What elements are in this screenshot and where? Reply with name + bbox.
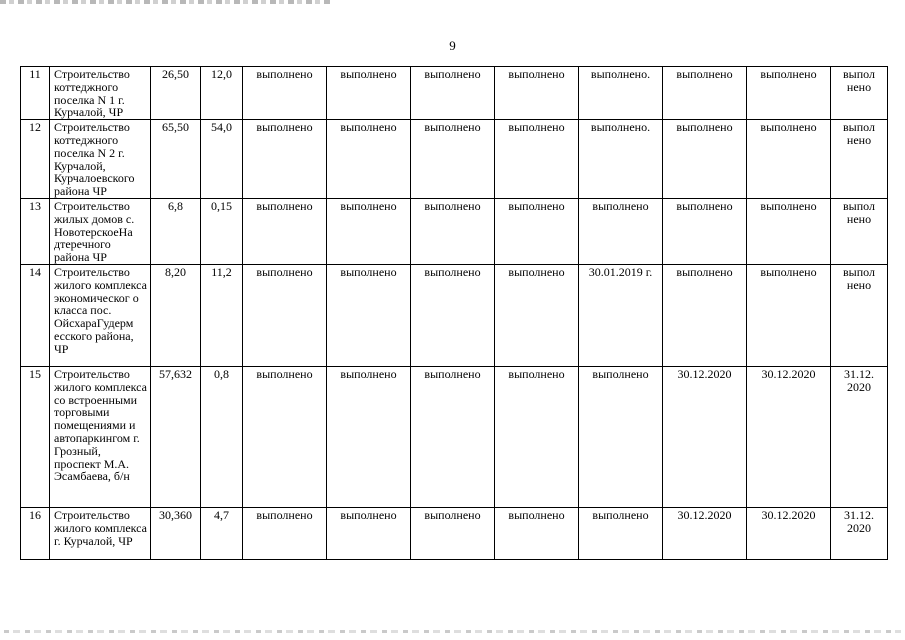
- value-1: 65,50: [151, 120, 201, 199]
- status-cell: выполнено: [579, 366, 663, 507]
- status-cell: выполнено: [243, 507, 327, 559]
- status-cell: выпол нено: [831, 264, 888, 366]
- status-cell: выполнено: [327, 366, 411, 507]
- status-cell: выполнено: [495, 198, 579, 264]
- status-cell: выполнено: [327, 67, 411, 120]
- status-cell: выполнено: [243, 67, 327, 120]
- status-cell: выпол нено: [831, 67, 888, 120]
- row-number: 16: [21, 507, 50, 559]
- status-cell: 30.12.2020: [663, 366, 747, 507]
- status-cell: выполнено: [495, 366, 579, 507]
- status-cell: 30.01.2019 г.: [579, 264, 663, 366]
- status-cell: выполнено: [411, 198, 495, 264]
- row-number: 14: [21, 264, 50, 366]
- table-body: [21, 67, 888, 560]
- status-cell: выполнено: [327, 198, 411, 264]
- table-row: [21, 67, 888, 120]
- status-cell: 30.12.2020: [747, 507, 831, 559]
- value-2: 54,0: [201, 120, 243, 199]
- status-cell: выполнено: [411, 67, 495, 120]
- value-2: 12,0: [201, 67, 243, 120]
- status-cell: выпол нено: [831, 120, 888, 199]
- status-cell: выполнено: [663, 67, 747, 120]
- object-name: Строительство коттеджного поселка N 1 г. Курчалой, ЧР: [50, 67, 151, 120]
- status-cell: выполнено: [411, 366, 495, 507]
- status-cell: выполнено.: [579, 120, 663, 199]
- status-cell: выпол нено: [831, 198, 888, 264]
- table-row: [21, 366, 888, 507]
- value-2: 0,8: [201, 366, 243, 507]
- value-2: 4,7: [201, 507, 243, 559]
- status-cell: выполнено: [243, 198, 327, 264]
- status-cell: выполнено: [411, 264, 495, 366]
- row-number: 13: [21, 198, 50, 264]
- scan-noise-bottom: [4, 630, 901, 633]
- value-1: 57,632: [151, 366, 201, 507]
- status-cell: 30.12.2020: [663, 507, 747, 559]
- status-cell: выполнено: [495, 264, 579, 366]
- status-cell: 31.12. 2020: [831, 366, 888, 507]
- value-2: 0,15: [201, 198, 243, 264]
- status-cell: выполнено: [663, 120, 747, 199]
- row-number: 12: [21, 120, 50, 199]
- status-cell: выполнено: [411, 120, 495, 199]
- value-1: 30,360: [151, 507, 201, 559]
- status-cell: 30.12.2020: [747, 366, 831, 507]
- table-row: [21, 198, 888, 264]
- status-cell: выполнено: [747, 120, 831, 199]
- page-number: 9: [449, 38, 456, 53]
- status-cell: выполнено: [243, 264, 327, 366]
- value-1: 6,8: [151, 198, 201, 264]
- status-cell: выполнено: [579, 507, 663, 559]
- status-cell: выполнено: [243, 120, 327, 199]
- status-cell: выполнено.: [579, 67, 663, 120]
- row-number: 15: [21, 366, 50, 507]
- value-1: 8,20: [151, 264, 201, 366]
- status-cell: выполнено: [495, 67, 579, 120]
- scan-noise-top: [0, 0, 330, 4]
- status-cell: выполнено: [411, 507, 495, 559]
- status-cell: выполнено: [663, 198, 747, 264]
- object-name: Строительство жилого комплекса экономическог о класса пос. ОйсхараГудерм есского района, ЧР: [50, 264, 151, 366]
- table-row: [21, 264, 888, 366]
- value-2: 11,2: [201, 264, 243, 366]
- row-number: 11: [21, 67, 50, 120]
- status-cell: выполнено: [327, 264, 411, 366]
- status-cell: 31.12. 2020: [831, 507, 888, 559]
- status-cell: выполнено: [747, 264, 831, 366]
- status-cell: выполнено: [663, 264, 747, 366]
- status-cell: выполнено: [747, 67, 831, 120]
- object-name: Строительство жилого комплекса со встроенными торговыми помещениями и автопаркингом г. Грозный, проспект М.А. Эсамбаева, б/н: [50, 366, 151, 507]
- construction-status-table: [20, 66, 888, 560]
- object-name: Строительство коттеджного поселка N 2 г. Курчалой, Курчалоевского района ЧР: [50, 120, 151, 199]
- status-cell: выполнено: [327, 120, 411, 199]
- object-name: Строительство жилого комплекса г. Курчалой, ЧР: [50, 507, 151, 559]
- status-cell: выполнено: [495, 120, 579, 199]
- status-cell: выполнено: [243, 366, 327, 507]
- status-cell: выполнено: [327, 507, 411, 559]
- table-row: [21, 120, 888, 199]
- value-1: 26,50: [151, 67, 201, 120]
- table-row: [21, 507, 888, 559]
- object-name: Строительство жилых домов с. НовотерскоеНа дтеречного района ЧР: [50, 198, 151, 264]
- status-cell: выполнено: [579, 198, 663, 264]
- status-cell: выполнено: [495, 507, 579, 559]
- status-cell: выполнено: [747, 198, 831, 264]
